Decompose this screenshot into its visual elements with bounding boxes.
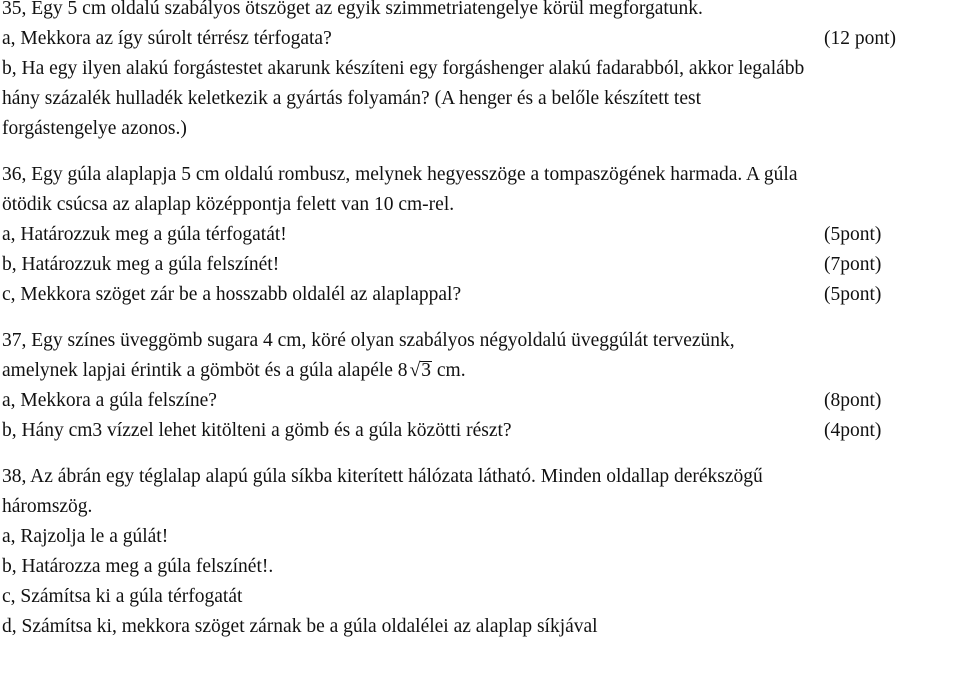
problem-38-question-b: b, Határozza meg a gúla felszínét!.: [2, 556, 274, 577]
problem-37-question-b: b, Hány cm3 vízzel lehet kitölteni a gömb és a gúla közötti részt?: [2, 420, 512, 441]
text-line: [2, 0, 960, 24]
problem-35-question-b-cont: hány százalék hulladék keletkezik a gyártás folyamán? (A henger és a belőle készített test: [2, 88, 701, 109]
text-line: [2, 326, 960, 356]
text-line: [2, 552, 960, 582]
problem-36-line-1: 36, Egy gúla alaplapja 5 cm oldalú rombusz, melynek hegyesszöge a tompaszögének harmada. A gúla: [2, 164, 798, 185]
problem-35-line-1: 35, Egy 5 cm oldalú szabályos ötszöget az egyik szimmetriatengelye körül megforgatunk.: [2, 0, 703, 19]
text-line: [2, 582, 960, 612]
problem-36: [2, 160, 960, 310]
square-root-radicand: 3: [421, 360, 432, 381]
problem-35-question-b-end: forgástengelye azonos.): [2, 118, 187, 139]
problem-37-question-a-points: (8pont): [824, 390, 882, 411]
text-line: [2, 84, 960, 114]
problem-38: [2, 462, 960, 642]
text-line: [2, 416, 960, 446]
spacer: [2, 310, 960, 326]
problem-35: [2, 0, 960, 144]
text-line: [2, 190, 960, 220]
text-line: [2, 522, 960, 552]
text-line: [2, 356, 960, 386]
problem-36-question-c: c, Mekkora szöget zár be a hosszabb oldalél az alaplappal?: [2, 284, 462, 305]
text-line: [2, 462, 960, 492]
text-line: [2, 386, 960, 416]
problem-37-question-a: a, Mekkora a gúla felszíne?: [2, 390, 217, 411]
text-line: [2, 24, 960, 54]
spacer: [2, 144, 960, 160]
problem-38-question-c: c, Számítsa ki a gúla térfogatát: [2, 586, 243, 607]
problem-36-question-b-points: (7pont): [824, 254, 882, 275]
problem-38-line-1: 38, Az ábrán egy téglalap alapú gúla síkba kiterített hálózata látható. Minden oldallap derékszögű: [2, 466, 763, 487]
problem-36-question-a: a, Határozzuk meg a gúla térfogatát!: [2, 224, 287, 245]
problem-37-line-2-prefix: amelynek lapjai érintik a gömböt és a gúla alapéle 8: [2, 360, 408, 381]
problem-35-question-a: a, Mekkora az így súrolt térrész térfogata?: [2, 28, 332, 49]
text-line: [2, 54, 960, 84]
problem-36-question-a-points: (5pont): [824, 224, 882, 245]
problem-37-line-1: 37, Egy színes üveggömb sugara 4 cm, köré olyan szabályos négyoldalú üveggúlát tervezünk,: [2, 330, 735, 351]
text-line: [2, 612, 960, 642]
spacer: [2, 446, 960, 462]
problem-37-question-b-points: (4pont): [824, 420, 882, 441]
problem-36-question-c-points: (5pont): [824, 284, 882, 305]
text-line: [2, 492, 960, 522]
text-line: [2, 114, 960, 144]
problem-38-line-2: háromszög.: [2, 496, 93, 517]
text-line: [2, 220, 960, 250]
problem-35-question-b: b, Ha egy ilyen alakú forgástestet akarunk készíteni egy forgáshenger alakú fadarabból, akkor legalább: [2, 58, 805, 79]
problem-38-question-a: a, Rajzolja le a gúlát!: [2, 526, 169, 547]
problem-35-points: (12 pont): [824, 28, 897, 49]
text-line: [2, 280, 960, 310]
problem-37-line-2-suffix: cm.: [432, 360, 466, 381]
text-line: [2, 250, 960, 280]
problem-37: [2, 326, 960, 446]
problem-36-line-2: ötödik csúcsa az alaplap középpontja felett van 10 cm-rel.: [2, 194, 455, 215]
text-line: [2, 160, 960, 190]
square-root-symbol: √3: [409, 360, 432, 381]
problem-38-question-d: d, Számítsa ki, mekkora szöget zárnak be a gúla oldalélei az alaplap síkjával: [2, 616, 598, 637]
problem-36-question-b: b, Határozzuk meg a gúla felszínét!: [2, 254, 280, 275]
